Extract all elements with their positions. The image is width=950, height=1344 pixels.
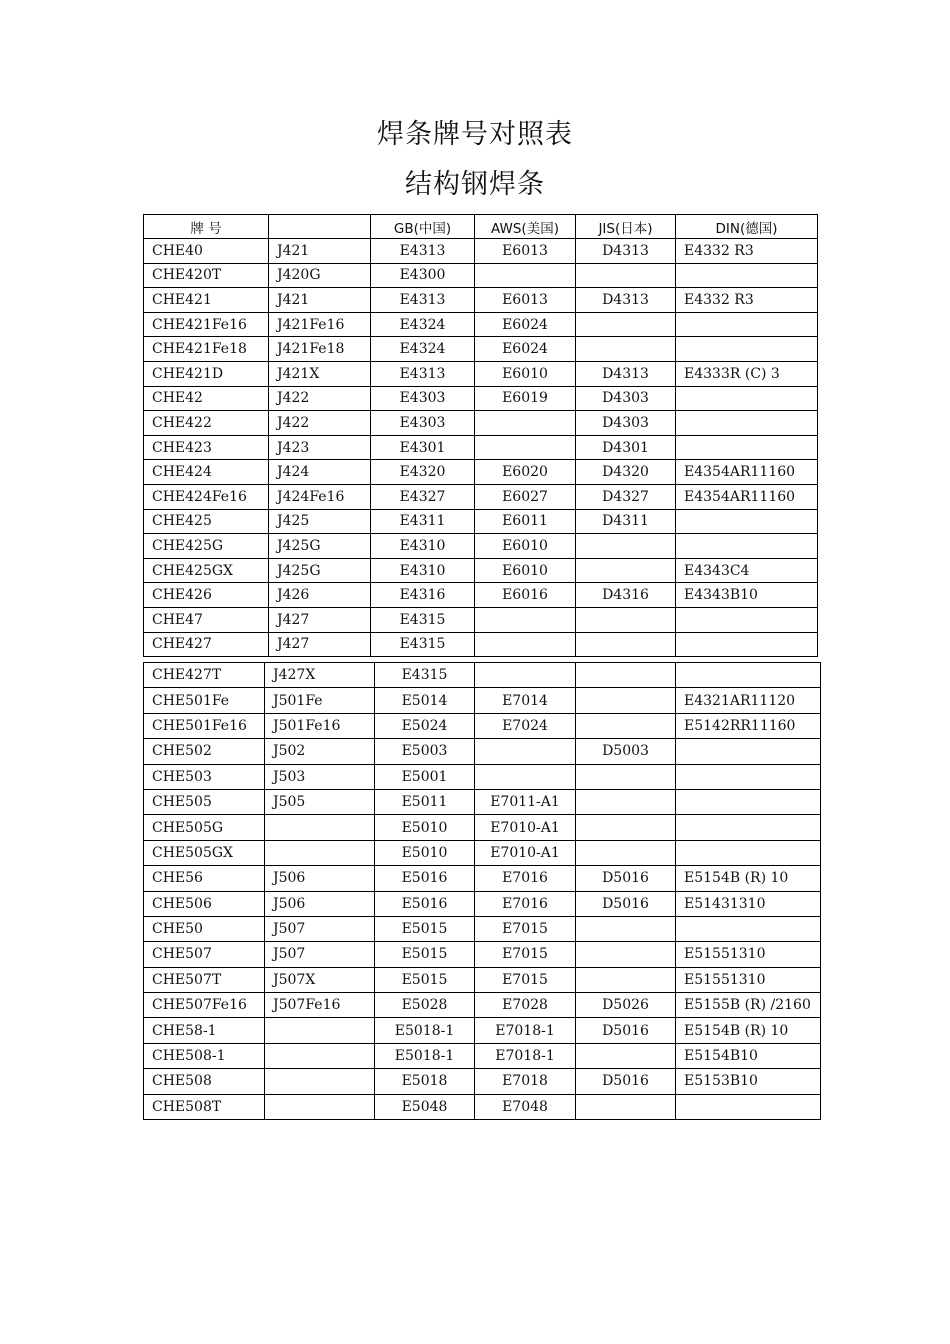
table-row bbox=[144, 558, 818, 583]
cell-aws bbox=[475, 263, 576, 288]
cell-din: E51551310 bbox=[676, 942, 821, 967]
cell-jis: D4313 bbox=[576, 361, 676, 386]
cell-che-brand: CHE427 bbox=[144, 632, 269, 657]
cell-j-brand: J420G bbox=[269, 263, 371, 288]
cell-jis: D5026 bbox=[576, 993, 676, 1018]
cell-din bbox=[676, 386, 818, 411]
cell-j-brand bbox=[265, 1094, 375, 1119]
cell-j-brand: J503 bbox=[265, 764, 375, 789]
header-jis: JIS(日本) bbox=[576, 215, 676, 239]
cell-din: E5154B10 bbox=[676, 1043, 821, 1068]
cell-aws bbox=[475, 435, 576, 460]
cell-j-brand bbox=[265, 815, 375, 840]
cell-jis: D5016 bbox=[576, 1018, 676, 1043]
table-row bbox=[144, 288, 818, 313]
table-row bbox=[144, 632, 818, 657]
cell-j-brand: J501Fe16 bbox=[265, 713, 375, 738]
cell-gb: E4315 bbox=[371, 607, 475, 632]
cell-aws: E7028 bbox=[475, 993, 576, 1018]
cell-gb: E5016 bbox=[375, 891, 475, 916]
cell-din bbox=[676, 263, 818, 288]
cell-che-brand: CHE424 bbox=[144, 460, 269, 485]
table-body-part2 bbox=[144, 663, 821, 1120]
cell-gb: E5014 bbox=[375, 688, 475, 713]
cell-j-brand: J421Fe18 bbox=[269, 337, 371, 362]
cell-che-brand: CHE503 bbox=[144, 764, 265, 789]
cell-jis bbox=[576, 607, 676, 632]
cell-jis: D4320 bbox=[576, 460, 676, 485]
cell-j-brand: J506 bbox=[265, 891, 375, 916]
cell-jis: D4311 bbox=[576, 509, 676, 534]
cell-che-brand: CHE508T bbox=[144, 1094, 265, 1119]
cell-j-brand: J422 bbox=[269, 386, 371, 411]
table-row bbox=[144, 435, 818, 460]
cell-che-brand: CHE508 bbox=[144, 1069, 265, 1094]
cell-aws bbox=[475, 632, 576, 657]
cell-aws: E7018-1 bbox=[475, 1043, 576, 1068]
cell-che-brand: CHE421 bbox=[144, 288, 269, 313]
cell-aws: E7048 bbox=[475, 1094, 576, 1119]
cell-j-brand: J425 bbox=[269, 509, 371, 534]
cell-din bbox=[676, 435, 818, 460]
cell-che-brand: CHE423 bbox=[144, 435, 269, 460]
header-blank bbox=[269, 215, 371, 239]
cell-gb: E4324 bbox=[371, 337, 475, 362]
cell-jis: D4301 bbox=[576, 435, 676, 460]
cell-che-brand: CHE422 bbox=[144, 411, 269, 436]
header-gb: GB(中国) bbox=[371, 215, 475, 239]
cell-jis: D5016 bbox=[576, 1069, 676, 1094]
cell-gb: E5003 bbox=[375, 739, 475, 764]
cell-gb: E4316 bbox=[371, 583, 475, 608]
cell-din: E4343C4 bbox=[676, 558, 818, 583]
table-row bbox=[144, 386, 818, 411]
cell-che-brand: CHE502 bbox=[144, 739, 265, 764]
cell-gb: E5010 bbox=[375, 840, 475, 865]
table-row bbox=[144, 1018, 821, 1043]
cell-aws bbox=[475, 411, 576, 436]
cell-che-brand: CHE421D bbox=[144, 361, 269, 386]
cell-j-brand bbox=[265, 1018, 375, 1043]
cell-j-brand: J427 bbox=[269, 607, 371, 632]
cell-gb: E5024 bbox=[375, 713, 475, 738]
table-row bbox=[144, 1069, 821, 1094]
cell-gb: E5015 bbox=[375, 916, 475, 941]
header-aws: AWS(美国) bbox=[475, 215, 576, 239]
table-row bbox=[144, 815, 821, 840]
cell-gb: E4327 bbox=[371, 484, 475, 509]
cell-che-brand: CHE506 bbox=[144, 891, 265, 916]
cell-din: E5142RR11160 bbox=[676, 713, 821, 738]
cell-j-brand: J507Fe16 bbox=[265, 993, 375, 1018]
cell-jis bbox=[576, 337, 676, 362]
cell-che-brand: CHE58-1 bbox=[144, 1018, 265, 1043]
cell-gb: E4315 bbox=[371, 632, 475, 657]
cell-jis bbox=[576, 967, 676, 992]
cell-din: E4354AR11160 bbox=[676, 460, 818, 485]
cell-che-brand: CHE426 bbox=[144, 583, 269, 608]
cell-din bbox=[676, 312, 818, 337]
cell-din: E4332 R3 bbox=[676, 288, 818, 313]
cell-che-brand: CHE425G bbox=[144, 534, 269, 559]
header-brand: 牌 号 bbox=[144, 215, 269, 239]
cell-j-brand: J506 bbox=[265, 866, 375, 891]
cell-gb: E4303 bbox=[371, 411, 475, 436]
cell-che-brand: CHE421Fe18 bbox=[144, 337, 269, 362]
cell-gb: E4315 bbox=[375, 663, 475, 688]
table-header-row bbox=[144, 215, 818, 239]
cell-jis: D4303 bbox=[576, 411, 676, 436]
cell-j-brand: J423 bbox=[269, 435, 371, 460]
cell-j-brand: J427X bbox=[265, 663, 375, 688]
cell-che-brand: CHE508-1 bbox=[144, 1043, 265, 1068]
cell-j-brand: J507X bbox=[265, 967, 375, 992]
cell-jis bbox=[576, 688, 676, 713]
cell-j-brand: J425G bbox=[269, 534, 371, 559]
cell-aws: E6019 bbox=[475, 386, 576, 411]
cell-din bbox=[676, 534, 818, 559]
cell-gb: E4310 bbox=[371, 558, 475, 583]
cell-che-brand: CHE507 bbox=[144, 942, 265, 967]
cell-j-brand: J421Fe16 bbox=[269, 312, 371, 337]
cell-din bbox=[676, 916, 821, 941]
cell-che-brand: CHE50 bbox=[144, 916, 265, 941]
cell-gb: E5028 bbox=[375, 993, 475, 1018]
cell-din bbox=[676, 411, 818, 436]
cell-j-brand: J502 bbox=[265, 739, 375, 764]
cell-che-brand: CHE40 bbox=[144, 239, 269, 264]
cell-din bbox=[676, 764, 821, 789]
cell-che-brand: CHE501Fe16 bbox=[144, 713, 265, 738]
cell-gb: E4313 bbox=[371, 288, 475, 313]
cell-jis bbox=[576, 764, 676, 789]
cell-che-brand: CHE421Fe16 bbox=[144, 312, 269, 337]
cell-jis: D4313 bbox=[576, 239, 676, 264]
table-row bbox=[144, 263, 818, 288]
cell-jis bbox=[576, 942, 676, 967]
cell-jis bbox=[576, 663, 676, 688]
cell-gb: E5015 bbox=[375, 942, 475, 967]
cell-aws: E6011 bbox=[475, 509, 576, 534]
cell-gb: E4310 bbox=[371, 534, 475, 559]
cell-aws: E7016 bbox=[475, 891, 576, 916]
cell-che-brand: CHE507Fe16 bbox=[144, 993, 265, 1018]
cell-gb: E4313 bbox=[371, 361, 475, 386]
cell-gb: E4320 bbox=[371, 460, 475, 485]
cell-din: E4321AR11120 bbox=[676, 688, 821, 713]
cell-din bbox=[676, 337, 818, 362]
table-row bbox=[144, 337, 818, 362]
cell-jis: D4313 bbox=[576, 288, 676, 313]
cell-gb: E5015 bbox=[375, 967, 475, 992]
cell-aws: E7018-1 bbox=[475, 1018, 576, 1043]
cell-jis: D5016 bbox=[576, 891, 676, 916]
cell-din bbox=[676, 789, 821, 814]
cell-din bbox=[676, 509, 818, 534]
header-din: DIN(德国) bbox=[676, 215, 818, 239]
table-body-part1 bbox=[144, 239, 818, 657]
cell-che-brand: CHE56 bbox=[144, 866, 265, 891]
electrode-table-part1 bbox=[143, 214, 818, 657]
cell-aws: E6027 bbox=[475, 484, 576, 509]
table-row bbox=[144, 840, 821, 865]
cell-jis bbox=[576, 632, 676, 657]
cell-che-brand: CHE505GX bbox=[144, 840, 265, 865]
table-row bbox=[144, 866, 821, 891]
cell-aws: E7010-A1 bbox=[475, 815, 576, 840]
cell-din: E51431310 bbox=[676, 891, 821, 916]
cell-gb: E4303 bbox=[371, 386, 475, 411]
table-row bbox=[144, 789, 821, 814]
cell-jis bbox=[576, 558, 676, 583]
table-row bbox=[144, 534, 818, 559]
cell-j-brand: J425G bbox=[269, 558, 371, 583]
cell-aws: E6020 bbox=[475, 460, 576, 485]
cell-aws: E7011-A1 bbox=[475, 789, 576, 814]
table-row bbox=[144, 993, 821, 1018]
cell-che-brand: CHE505 bbox=[144, 789, 265, 814]
cell-jis bbox=[576, 1094, 676, 1119]
cell-jis bbox=[576, 840, 676, 865]
cell-aws: E6024 bbox=[475, 312, 576, 337]
cell-jis: D5003 bbox=[576, 739, 676, 764]
cell-din: E4354AR11160 bbox=[676, 484, 818, 509]
cell-din: E5153B10 bbox=[676, 1069, 821, 1094]
cell-aws bbox=[475, 764, 576, 789]
cell-che-brand: CHE42 bbox=[144, 386, 269, 411]
cell-j-brand: J424Fe16 bbox=[269, 484, 371, 509]
table-row bbox=[144, 916, 821, 941]
cell-gb: E5011 bbox=[375, 789, 475, 814]
cell-che-brand: CHE501Fe bbox=[144, 688, 265, 713]
table-row bbox=[144, 312, 818, 337]
cell-aws: E7010-A1 bbox=[475, 840, 576, 865]
table-row bbox=[144, 1043, 821, 1068]
cell-jis bbox=[576, 713, 676, 738]
cell-gb: E5018-1 bbox=[375, 1043, 475, 1068]
page-subtitle: 结构钢焊条 bbox=[405, 169, 545, 200]
cell-j-brand bbox=[265, 1069, 375, 1094]
cell-aws: E7015 bbox=[475, 916, 576, 941]
cell-jis: D4327 bbox=[576, 484, 676, 509]
cell-gb: E5048 bbox=[375, 1094, 475, 1119]
cell-jis bbox=[576, 534, 676, 559]
cell-j-brand: J424 bbox=[269, 460, 371, 485]
cell-gb: E5016 bbox=[375, 866, 475, 891]
cell-din: E4332 R3 bbox=[676, 239, 818, 264]
table-row bbox=[144, 460, 818, 485]
table-row bbox=[144, 411, 818, 436]
cell-j-brand bbox=[265, 840, 375, 865]
cell-aws: E7018 bbox=[475, 1069, 576, 1094]
cell-aws: E6010 bbox=[475, 558, 576, 583]
cell-aws: E7015 bbox=[475, 967, 576, 992]
cell-aws bbox=[475, 663, 576, 688]
cell-gb: E5010 bbox=[375, 815, 475, 840]
cell-che-brand: CHE507T bbox=[144, 967, 265, 992]
table-row bbox=[144, 607, 818, 632]
cell-gb: E5001 bbox=[375, 764, 475, 789]
table-row bbox=[144, 583, 818, 608]
cell-aws: E7024 bbox=[475, 713, 576, 738]
cell-j-brand: J421 bbox=[269, 239, 371, 264]
table-row bbox=[144, 764, 821, 789]
cell-aws: E7016 bbox=[475, 866, 576, 891]
cell-j-brand: J501Fe bbox=[265, 688, 375, 713]
cell-jis bbox=[576, 815, 676, 840]
page-title: 焊条牌号对照表 bbox=[377, 119, 573, 150]
cell-din: E4333R (C) 3 bbox=[676, 361, 818, 386]
table-row bbox=[144, 663, 821, 688]
table-row bbox=[144, 484, 818, 509]
cell-che-brand: CHE425 bbox=[144, 509, 269, 534]
cell-che-brand: CHE425GX bbox=[144, 558, 269, 583]
table-row bbox=[144, 942, 821, 967]
cell-din: E51551310 bbox=[676, 967, 821, 992]
table-row bbox=[144, 739, 821, 764]
cell-aws: E6024 bbox=[475, 337, 576, 362]
cell-aws: E7014 bbox=[475, 688, 576, 713]
cell-jis bbox=[576, 789, 676, 814]
cell-che-brand: CHE47 bbox=[144, 607, 269, 632]
cell-j-brand: J507 bbox=[265, 942, 375, 967]
cell-gb: E4324 bbox=[371, 312, 475, 337]
cell-gb: E4300 bbox=[371, 263, 475, 288]
cell-che-brand: CHE505G bbox=[144, 815, 265, 840]
cell-j-brand: J427 bbox=[269, 632, 371, 657]
cell-jis bbox=[576, 312, 676, 337]
cell-din bbox=[676, 663, 821, 688]
table-row bbox=[144, 891, 821, 916]
cell-che-brand: CHE424Fe16 bbox=[144, 484, 269, 509]
cell-din: E5155B (R) /2160 bbox=[676, 993, 821, 1018]
table-row bbox=[144, 967, 821, 992]
cell-jis: D4303 bbox=[576, 386, 676, 411]
cell-j-brand bbox=[265, 1043, 375, 1068]
cell-jis bbox=[576, 1043, 676, 1068]
cell-din: E5154B (R) 10 bbox=[676, 866, 821, 891]
cell-gb: E5018 bbox=[375, 1069, 475, 1094]
cell-jis bbox=[576, 916, 676, 941]
cell-gb: E4311 bbox=[371, 509, 475, 534]
cell-j-brand: J421X bbox=[269, 361, 371, 386]
cell-aws: E6016 bbox=[475, 583, 576, 608]
cell-aws bbox=[475, 607, 576, 632]
cell-gb: E4313 bbox=[371, 239, 475, 264]
table-row bbox=[144, 361, 818, 386]
cell-din bbox=[676, 815, 821, 840]
cell-din: E4343B10 bbox=[676, 583, 818, 608]
cell-j-brand: J422 bbox=[269, 411, 371, 436]
cell-j-brand: J421 bbox=[269, 288, 371, 313]
cell-j-brand: J505 bbox=[265, 789, 375, 814]
cell-aws: E6013 bbox=[475, 288, 576, 313]
table-row bbox=[144, 1094, 821, 1119]
cell-j-brand: J507 bbox=[265, 916, 375, 941]
cell-gb: E4301 bbox=[371, 435, 475, 460]
cell-din bbox=[676, 739, 821, 764]
cell-din: E5154B (R) 10 bbox=[676, 1018, 821, 1043]
cell-aws: E6010 bbox=[475, 534, 576, 559]
table-row bbox=[144, 713, 821, 738]
table-row bbox=[144, 509, 818, 534]
cell-din bbox=[676, 632, 818, 657]
cell-jis bbox=[576, 263, 676, 288]
cell-aws: E6010 bbox=[475, 361, 576, 386]
cell-din bbox=[676, 840, 821, 865]
cell-din bbox=[676, 1094, 821, 1119]
cell-che-brand: CHE427T bbox=[144, 663, 265, 688]
cell-che-brand: CHE420T bbox=[144, 263, 269, 288]
cell-aws bbox=[475, 739, 576, 764]
cell-j-brand: J426 bbox=[269, 583, 371, 608]
table-row bbox=[144, 688, 821, 713]
cell-jis: D5016 bbox=[576, 866, 676, 891]
cell-aws: E7015 bbox=[475, 942, 576, 967]
cell-jis: D4316 bbox=[576, 583, 676, 608]
cell-gb: E5018-1 bbox=[375, 1018, 475, 1043]
cell-aws: E6013 bbox=[475, 239, 576, 264]
table-row bbox=[144, 239, 818, 264]
cell-din bbox=[676, 607, 818, 632]
electrode-table-part2 bbox=[143, 662, 821, 1120]
